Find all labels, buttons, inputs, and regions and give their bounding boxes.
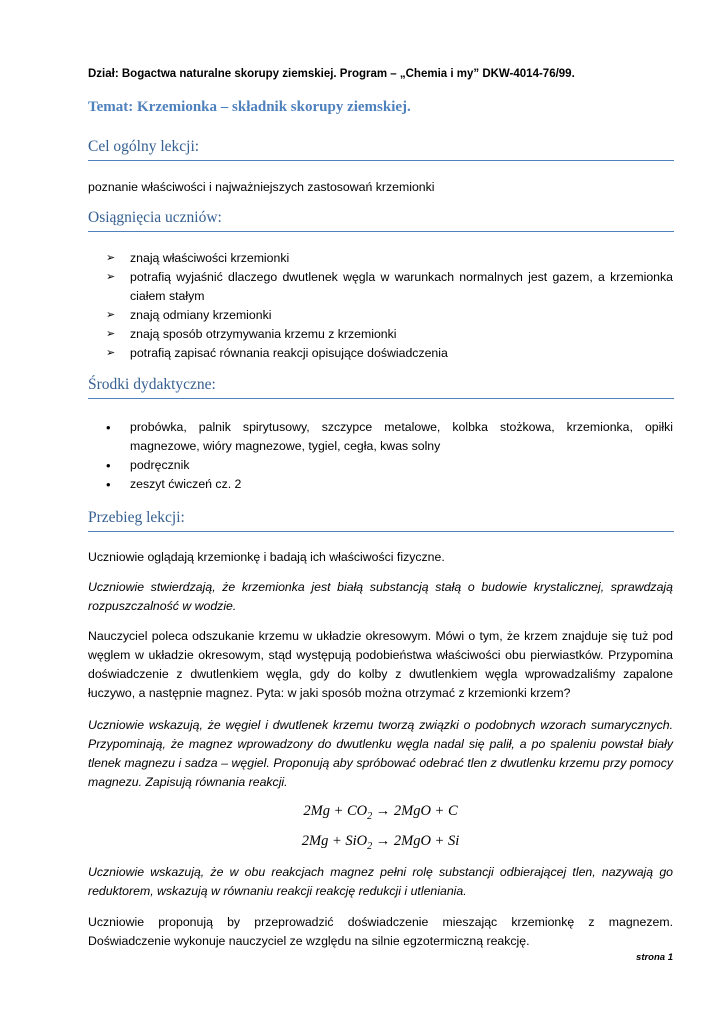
list-item: ➢ znają odmiany krzemionki — [106, 306, 673, 325]
osiagniecia-list — [106, 249, 673, 363]
srodki-list — [106, 418, 673, 494]
arrow-bullet-icon: ➢ — [106, 252, 116, 264]
arrow-bullet-icon: ➢ — [106, 309, 116, 321]
list-item: ➢ potrafią wyjaśnić dlaczego dwutlenek węgla w warunkach normalnych jest gazem, a krzemionka ciałem stałym — [106, 270, 673, 303]
paragraph: Uczniowie wskazują, że węgiel i dwutlenek krzemu tworzą związki o podobnych wzorach sumarycznych. Przypominają, że magnez wprowadzony do dwutlenku węgla nadal się palił, a po spaleniu powstał biały tlenek magnezu i sadza – węgiel. Proponują aby spróbować odebrać tlen z dwutlenku krzemu przy pomocy magnezu. Zapisują równania reakcji. — [88, 718, 673, 789]
arrow-bullet-icon: ➢ — [106, 271, 116, 283]
lesson-topic: Temat: Krzemionka – składnik skorupy ziemskiej. — [88, 99, 411, 115]
equation-1: $2Mg + CO_2 \to 2MgO + C$ — [303, 803, 458, 822]
section-line: Dział: Bogactwa naturalne skorupy ziemskiej. Program – „Chemia i my” DKW-4014-76/99. — [88, 68, 575, 80]
equation-2: 2Mg + SiO$_2$ → 2MgO + Si — [301, 833, 460, 852]
heading-cel: Cel ogólny lekcji: — [88, 138, 674, 161]
list-item: ➢ znają sposób otrzymywania krzemu z krzemionki — [106, 325, 673, 344]
page-number: strona 1 — [636, 952, 673, 963]
dot-bullet-icon: • — [106, 458, 111, 473]
arrow-bullet-icon: ➢ — [106, 328, 116, 340]
heading-srodki: Środki dydaktyczne: — [88, 376, 674, 399]
dot-bullet-icon: • — [106, 420, 111, 435]
arrow-bullet-icon: ➢ — [106, 347, 116, 359]
list-item: • podręcznik — [106, 458, 190, 473]
paragraph: Nauczyciel poleca odszukanie krzemu w układzie okresowym. Mówi o tym, że krzem znajduje się tuż pod węglem w układzie okresowym, stąd występują podobieństwa właściwości obu pierwiastków. Przypomina doświadczenie z dwutlenkiem węgla, gdy do kolby z dwutlenkiem węgla wprowadzaliśmy zapalone łuczywo, a następnie magnez. Pyta: w jaki sposób można otrzymać z krzemionki krzem? — [88, 629, 673, 700]
cel-text: poznanie właściwości i najważniejszych zastosowań krzemionki — [88, 180, 435, 194]
heading-przebieg: Przebieg lekcji: — [88, 509, 674, 532]
list-item: ➢ potrafią zapisać równania reakcji opisujące doświadczenia — [106, 344, 673, 363]
list-item: • probówka, palnik spirytusowy, szczypce metalowe, kolbka stożkowa, krzemionka, opiłki magnezowe, wióry magnezowe, tygiel, cegła, kwas solny — [106, 420, 673, 453]
heading-osiagniecia: Osiągnięcia uczniów: — [88, 209, 674, 232]
paragraph: Uczniowie oglądają krzemionkę i badają ich właściwości fizyczne. — [88, 550, 445, 564]
paragraph: Uczniowie stwierdzają, że krzemionka jest białą substancją stałą o budowie krystalicznej, sprawdzają rozpuszczalność w wodzie. — [88, 580, 673, 613]
paragraph: Uczniowie wskazują, że w obu reakcjach magnez pełni rolę substancji odbierającej tlen, nazywają go reduktorem, wskazują w równaniu reakcji reakcję redukcji i utleniania. — [88, 865, 673, 898]
paragraph: Uczniowie proponują by przeprowadzić doświadczenie mieszając krzemionkę z magnezem. Doświadczenie wykonuje nauczyciel ze względu na silnie egzotermiczną reakcję. — [88, 915, 673, 948]
dot-bullet-icon: • — [106, 477, 111, 492]
list-item: ➢ znają właściwości krzemionki — [106, 249, 673, 268]
list-item: • zeszyt ćwiczeń cz. 2 — [106, 477, 242, 492]
